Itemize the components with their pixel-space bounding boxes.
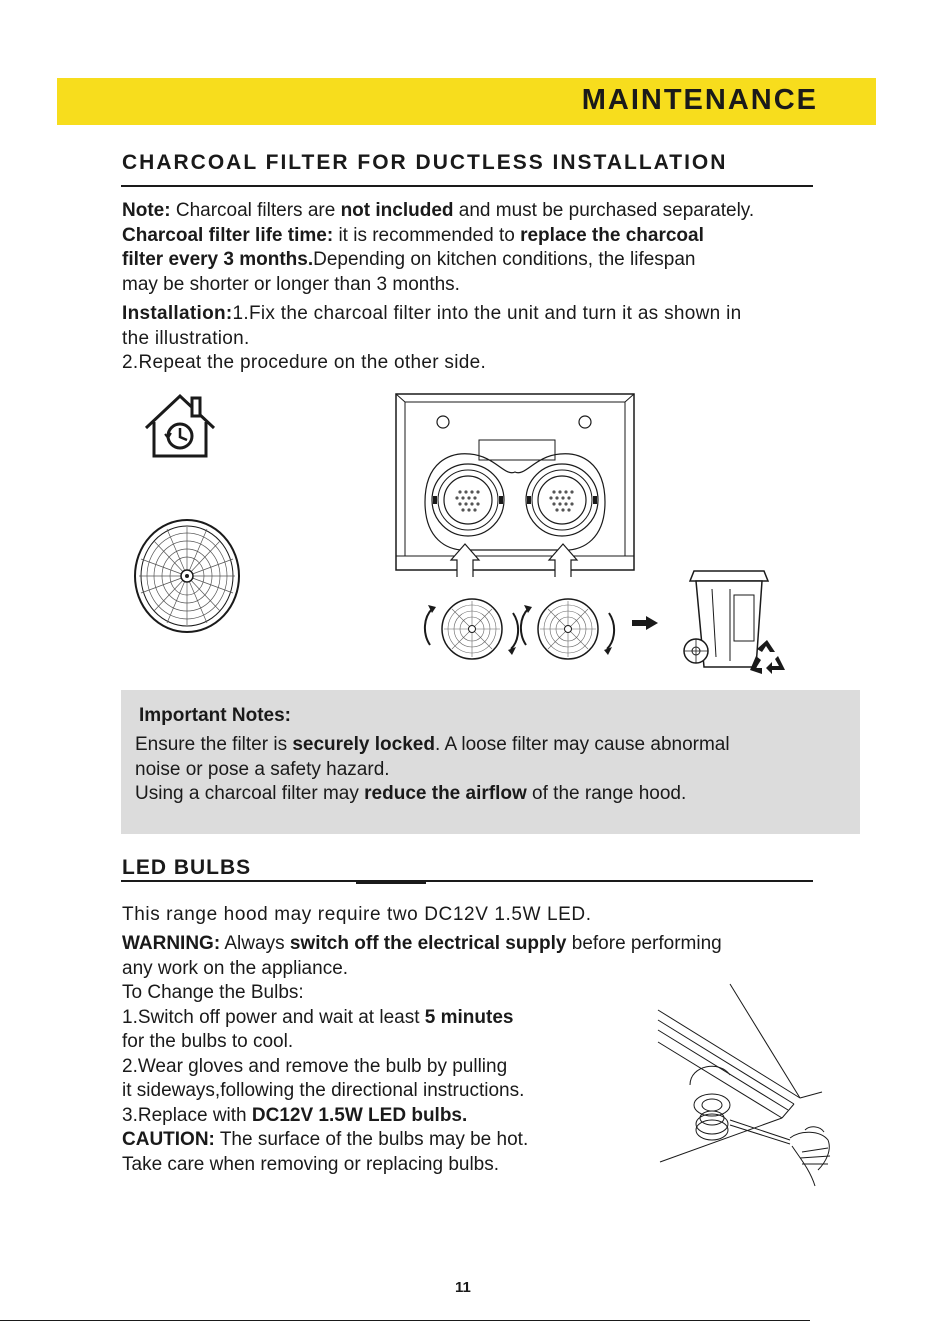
charcoal-filter-icon [132, 517, 242, 635]
caution-text: The surface of the bulbs may be hot. [214, 1129, 529, 1150]
notes-line3-bold: reduce the airflow [364, 783, 527, 804]
step2-a: 2.Wear gloves and remove the bulb by pulling [122, 1055, 508, 1077]
step2-b: it sideways,following the directional instructions. [122, 1080, 525, 1101]
note-text-end: and must be purchased separately. [453, 200, 755, 221]
notes-line2: noise or pose a safety hazard. [135, 758, 390, 780]
section-title-charcoal: CHARCOAL FILTER FOR DUCTLESS INSTALLATION [122, 151, 728, 174]
rotate-filters-illustration [420, 595, 620, 665]
section-divider [121, 185, 813, 187]
led-intro: This range hood may require two DC12V 1.5W LED. [122, 904, 592, 925]
maintenance-banner [57, 78, 876, 125]
life-text-2: Depending on kitchen conditions, the lifespan [313, 249, 696, 270]
step1-bold: 5 minutes [424, 1006, 514, 1028]
divider-accent [356, 880, 426, 884]
small-filter-right [538, 599, 598, 659]
bottom-edge-line [0, 1320, 810, 1321]
warning-bold: switch off the electrical supply [289, 933, 567, 954]
life-text: it is recommended to [333, 224, 521, 246]
life-bold-2: filter every 3 months. [122, 249, 314, 270]
life-text-3: may be shorter or longer than 3 months. [122, 273, 460, 295]
warning-text-2: before performing [566, 933, 722, 954]
important-notes-text [135, 733, 855, 807]
note-label: Note: [122, 200, 171, 221]
caution-cont: Take care when removing or replacing bulbs. [122, 1153, 500, 1175]
notes-line1: Ensure the filter is [135, 734, 293, 755]
life-label: Charcoal filter life time: [122, 224, 334, 246]
note-text: Charcoal filters are [170, 200, 341, 221]
install-text-1: 1.Fix the charcoal filter into the unit and turn it as shown in [232, 303, 742, 324]
range-hood-illustration [395, 392, 639, 577]
install-label: Installation: [122, 303, 233, 324]
note-bold: not included [340, 200, 454, 221]
installation-paragraph [122, 302, 902, 376]
page-number: 11 [455, 1279, 471, 1296]
important-notes-heading: Important Notes: [139, 705, 291, 726]
notes-line3: Using a charcoal filter may [135, 783, 365, 804]
life-bold: replace the charcoal [520, 224, 704, 246]
bulb-replacement-illustration [650, 980, 836, 1190]
notes-line1-end: . A loose filter may cause abnormal [434, 734, 730, 755]
step3-text: 3.Replace with [122, 1104, 252, 1126]
banner-title: MAINTENANCE [581, 84, 818, 116]
arrow-right-icon [632, 616, 658, 630]
home-clock-icon [140, 390, 220, 462]
install-text-3: 2.Repeat the procedure on the other side. [122, 352, 487, 373]
step1-cont: for the bulbs to cool. [122, 1031, 294, 1052]
section-title-led: LED BULBS [122, 856, 252, 879]
section-divider-led [121, 880, 813, 882]
step3-bold: DC12V 1.5W LED bulbs. [251, 1104, 468, 1126]
warning-text-3: any work on the appliance. [122, 957, 349, 979]
recycle-icon [748, 638, 786, 676]
caution-label: CAUTION: [122, 1129, 215, 1150]
small-filter-left [442, 599, 502, 659]
notes-line3-end: of the range hood. [526, 783, 687, 804]
warning-text: Always [220, 933, 290, 954]
step1-text: 1.Switch off power and wait at least [122, 1006, 425, 1028]
change-bulbs-heading: To Change the Bulbs: [122, 982, 304, 1003]
charcoal-note-paragraph [122, 199, 902, 297]
notes-line1-bold: securely locked [292, 734, 435, 755]
warning-label: WARNING: [122, 933, 221, 954]
install-text-2: the illustration. [122, 327, 250, 349]
